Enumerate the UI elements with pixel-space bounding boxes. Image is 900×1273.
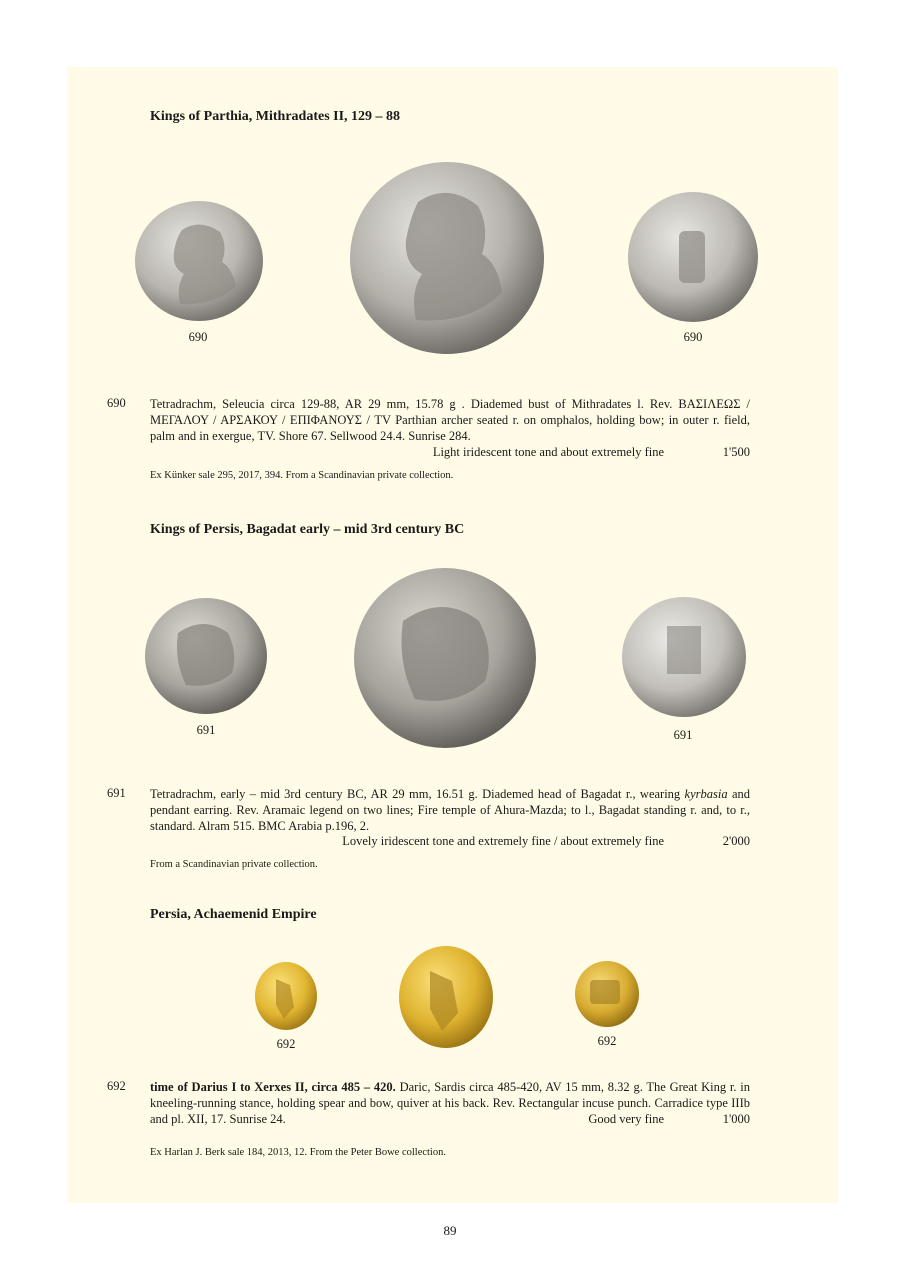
lot-description-text: and pendant earring. Rev. Aramaic legend on two lines; Fire temple of Ahura-Mazda; to l., Bagadat standing r. and, to r., standard. Alram 515. BMC Arabia p.196, 2. <box>150 787 750 833</box>
lot-number: 690 <box>107 396 126 410</box>
lot-description-text: Daric, Sardis circa 485-420, AV 15 mm, 8.32 g. The Great King r. in kneeling-running stance, holding spear and bow, quiver at his back. Rev. Rectangular incuse punch. Carradice type IIIb and pl. XII, 17. Sunrise 24. <box>150 1080 750 1126</box>
coin-690-obverse-enlarged-image <box>348 160 546 356</box>
lot-grade-row <box>150 833 750 849</box>
lot-description-bold: time of Darius I to Xerxes II, circa 485 – 420. <box>150 1080 396 1094</box>
coin-label: 691 <box>196 723 216 737</box>
coin-label: 690 <box>188 330 208 344</box>
coin-691-reverse-image <box>621 596 747 718</box>
lot-provenance: Ex Künker sale 295, 2017, 394. From a Scandinavian private collection. <box>150 470 454 481</box>
lot-grade: Good very fine <box>588 1112 664 1126</box>
lot-description <box>150 786 750 834</box>
lot-grade: Light iridescent tone and about extremely fine <box>432 445 664 459</box>
lot-provenance: From a Scandinavian private collection. <box>150 859 318 870</box>
lot-price: 1'500 <box>722 445 750 459</box>
coin-690-reverse-image <box>627 191 759 323</box>
lot-number: 691 <box>107 786 126 800</box>
coin-label: 691 <box>673 728 693 742</box>
section-title-achaemenid: Persia, Achaemenid Empire <box>150 907 317 922</box>
lot-number: 692 <box>107 1079 126 1093</box>
coin-label: 690 <box>683 330 703 344</box>
lot-price: 2'000 <box>722 834 750 848</box>
lot-grade-row <box>150 1111 750 1127</box>
section-title-persis: Kings of Persis, Bagadat early – mid 3rd century BC <box>150 522 465 537</box>
coin-692-obverse-image <box>254 961 318 1031</box>
coin-691-obverse-enlarged-image <box>353 567 537 749</box>
coin-692-reverse-image <box>574 960 640 1028</box>
lot-description-text: Tetradrachm, early – mid 3rd century BC, AR 29 mm, 16.51 g. Diademed head of Bagadat r., wearing <box>150 787 685 801</box>
coin-691-obverse-image <box>144 597 268 715</box>
lot-grade-row <box>150 444 750 460</box>
page-number: 89 <box>443 1223 457 1238</box>
section-title-parthia: Kings of Parthia, Mithradates II, 129 – 88 <box>150 109 401 124</box>
coin-label: 692 <box>276 1037 296 1051</box>
lot-description-italic: kyrbasia <box>684 787 728 801</box>
lot-price: 1'000 <box>722 1112 750 1126</box>
coin-692-obverse-enlarged-image <box>398 945 494 1049</box>
coin-label: 692 <box>597 1034 617 1048</box>
lot-grade: Lovely iridescent tone and extremely fine / about extremely fine <box>342 834 664 848</box>
lot-description: Tetradrachm, Seleucia circa 129-88, AR 29 mm, 15.78 g . Diademed bust of Mithradates l. Rev. ΒΑΣΙΛΕΩΣ / ΜΕΓΑΛΟΥ / ΑΡΣΑΚΟΥ / ΕΠΙΦΑΝΟΥΣ / TV Parthian archer seated r. on omphalos, holding bow; in outer r. field, palm and in exergue, TV. Shore 67. Sellwood 24.4. Sunrise 284. <box>150 397 750 443</box>
lot-provenance: Ex Harlan J. Berk sale 184, 2013, 12. From the Peter Bowe collection. <box>150 1147 446 1158</box>
coin-690-obverse-image <box>134 200 264 322</box>
